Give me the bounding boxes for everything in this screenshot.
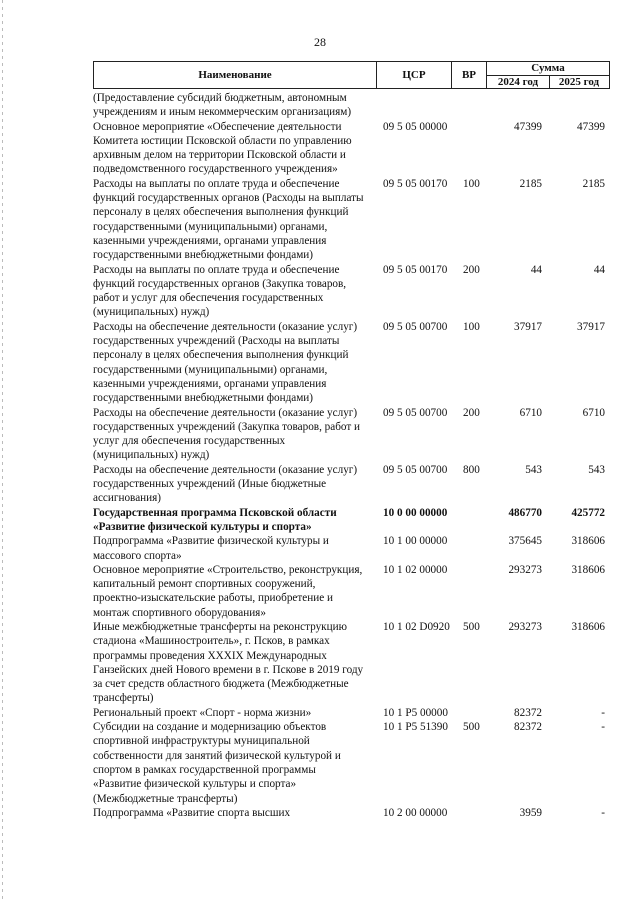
row-amount-2024: 82372 — [514, 721, 542, 734]
row-vr: 100 — [463, 320, 480, 333]
table-row — [93, 706, 610, 720]
row-vr: 200 — [463, 263, 480, 276]
row-name: Подпрограмма «Развитие физической культуры и массового спорта» — [93, 535, 329, 562]
row-amount-2025: 2185 — [582, 177, 605, 190]
row-name: Расходы на обеспечение деятельности (оказание услуг) государственных учреждений (Закупка товаров, работ и услуг для обеспечения государственных (муниципальных) нужд) — [93, 406, 361, 462]
row-csr: 10 2 00 00000 — [383, 806, 448, 819]
row-amount-2025: 37917 — [577, 320, 605, 333]
row-csr: 09 5 05 00700 — [383, 320, 448, 333]
row-name: (Предоставление субсидий бюджетным, автономным учреждениям и иным некоммерческим организациям) — [93, 92, 352, 119]
row-name: Подпрограмма «Развитие спорта высших — [93, 806, 291, 819]
row-csr: 09 5 05 00000 — [383, 120, 448, 133]
row-amount-2024: 543 — [525, 463, 542, 476]
header-year-2025: 2025 год — [558, 76, 600, 88]
row-vr: 500 — [463, 620, 480, 633]
row-csr: 10 1 02 00000 — [383, 563, 448, 576]
table-row — [93, 620, 610, 706]
row-csr: 09 5 05 00700 — [383, 463, 448, 476]
row-csr: 09 5 05 00170 — [383, 263, 448, 276]
header-sum-title: Сумма — [487, 62, 609, 76]
header-sum — [487, 62, 609, 88]
row-amount-2025: 425772 — [571, 506, 605, 519]
row-csr: 09 5 05 00700 — [383, 406, 448, 419]
row-amount-2025: 318606 — [571, 535, 605, 548]
table-row — [93, 91, 610, 120]
row-name: Региональный проект «Спорт - норма жизни» — [93, 706, 312, 719]
header-name: Наименование — [94, 62, 377, 88]
row-amount-2024: 293273 — [508, 620, 542, 633]
table-row — [93, 177, 610, 263]
row-amount-2024: 47399 — [514, 120, 542, 133]
table-row — [93, 563, 610, 620]
table-row — [93, 720, 610, 806]
table-body — [93, 91, 610, 820]
row-amount-2025: - — [601, 706, 605, 719]
row-name: Расходы на выплаты по оплате труда и обеспечение функций государственных органов (Закупка товаров, работ и услуг для обеспечения государственных (муниципальных) нужд) — [93, 263, 347, 319]
row-csr: 10 0 00 00000 — [383, 506, 448, 519]
table-row — [93, 406, 610, 463]
header-csr: ЦСР — [377, 62, 452, 88]
row-name: Государственная программа Псковской области «Развитие физической культуры и спорта» — [93, 506, 337, 533]
row-amount-2024: 375645 — [508, 535, 542, 548]
row-csr: 10 1 P5 00000 — [383, 706, 448, 719]
row-vr: 100 — [463, 177, 480, 190]
row-amount-2024: 37917 — [514, 320, 542, 333]
table-row — [93, 263, 610, 320]
row-csr: 09 5 05 00170 — [383, 177, 448, 190]
row-vr: 200 — [463, 406, 480, 419]
row-csr: 10 1 00 00000 — [383, 535, 448, 548]
table-row — [93, 534, 610, 563]
table-row — [93, 463, 610, 506]
row-amount-2025: 47399 — [577, 120, 605, 133]
row-amount-2025: 318606 — [571, 563, 605, 576]
row-vr: 500 — [463, 721, 480, 734]
table-row — [93, 506, 610, 535]
header-year-2024: 2024 год — [487, 76, 550, 88]
row-amount-2024: 2185 — [519, 177, 542, 190]
row-name: Расходы на обеспечение деятельности (оказание услуг) государственных учреждений (Расходы на выплаты персоналу в целях обеспечения выполнения функций государственными (муниципальными) органами, казенными учреждениями, органами управления государственными внебюджетными фондами) — [93, 320, 358, 405]
row-amount-2024: 486770 — [508, 506, 542, 519]
row-amount-2024: 293273 — [508, 563, 542, 576]
row-amount-2024: 44 — [530, 263, 542, 276]
row-csr: 10 1 02 D0920 — [383, 620, 450, 633]
row-amount-2025: 6710 — [582, 406, 605, 419]
row-vr: 800 — [463, 463, 480, 476]
row-csr: 10 1 P5 51390 — [383, 721, 448, 734]
row-amount-2025: - — [601, 721, 605, 734]
row-amount-2024: 82372 — [514, 706, 542, 719]
row-name: Субсидии на создание и модернизацию объектов спортивной инфраструктуры муниципальной собственности для занятий физической культурой и спортом в рамках государственной программы «Развитие физической культуры и спорта» (Межбюджетные трансферты) — [93, 721, 341, 805]
table-row — [93, 806, 610, 820]
header-vr: ВР — [452, 62, 487, 88]
row-name: Иные межбюджетные трансферты на реконструкцию стадиона «Машиностроитель», г. Псков, в рамках программы проведения XXXIX Международных Ганзейских дней Нового времени в г. Пскове в 2019 году за счет средств областного бюджета (Межбюджетные трансферты) — [93, 620, 364, 705]
row-amount-2025: - — [601, 806, 605, 819]
row-name: Основное мероприятие «Обеспечение деятельности Комитета юстиции Псковской области по управлению архивным делом на территории Псковской области и подведомственного государственного учреждения» — [93, 120, 352, 176]
row-amount-2025: 318606 — [571, 620, 605, 633]
row-name: Основное мероприятие «Строительство, реконструкция, капитальный ремонт спортивных сооружений, проектно-изыскательские работы, приобретение и монтаж спортивного оборудования» — [93, 563, 363, 619]
page-number: 28 — [314, 35, 326, 49]
table-row — [93, 120, 610, 177]
table-header — [93, 61, 610, 89]
row-amount-2024: 6710 — [519, 406, 542, 419]
row-name: Расходы на обеспечение деятельности (оказание услуг) государственных учреждений (Иные бюджетные ассигнования) — [93, 463, 358, 505]
scan-edge — [2, 0, 3, 899]
row-amount-2025: 543 — [588, 463, 605, 476]
row-amount-2025: 44 — [593, 263, 605, 276]
row-name: Расходы на выплаты по оплате труда и обеспечение функций государственных органов (Расходы на выплаты персоналу в целях обеспечения выполнения функций государственными (муниципальными) органами, казенными учреждениями, органами управления государственными внебюджетными фондами) — [93, 177, 364, 262]
table-row — [93, 320, 610, 406]
row-amount-2024: 3959 — [519, 806, 542, 819]
